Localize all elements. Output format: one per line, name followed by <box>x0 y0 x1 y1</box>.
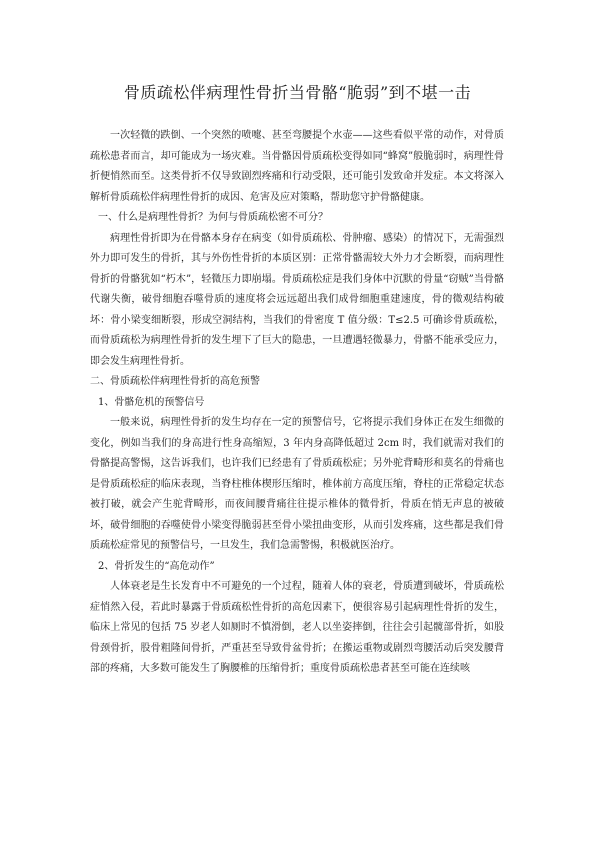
subsection-2-heading: 2、骨折发生的“高危动作” <box>98 560 215 572</box>
section-2-heading: 二、骨质疏松伴病理性骨折的高危预警 <box>90 376 260 387</box>
intro-paragraph: 一次轻微的跌倒、一个突然的喷嚏、甚至弯腰提个水壶——这些看似平常的动作，对骨质疏松患者而言，却可能成为一场灾难。当骨骼因骨质疏松变得如同“蜂窝”般脆弱时，病理性骨折便悄然而至。这类骨折不仅导致剧烈疼痛和行动受限，还可能引发致命并发症。本文将深入解析骨质疏松伴病理性骨折的成因、危害及应对策略，帮助您守护骨骼健康。 <box>90 130 504 203</box>
document-body <box>90 126 504 680</box>
section-1-heading: 一、什么是病理性骨折？为何与骨质疏松密不可分？ <box>98 212 328 223</box>
subsection-2-paragraph: 人体衰老是生长发育中不可避免的一个过程，随着人体的衰老，骨质遭到破坏，骨质疏松症悄然入侵，若此时暴露于骨质疏松性骨折的高危因素下，便很容易引起病理性骨折的发生，临床上常见的包括 75 岁老人如厕时不慎滑倒，老人以坐姿摔倒，往往会引起髋部骨折，如股骨颈骨折，股骨粗隆间骨折，严重甚至导致骨盆骨折；在搬运重物或剧烈弯腰活动后突发腰背部的疼痛，大多数可能发生了胸腰椎的压缩骨折；重度骨质疏松患者甚至可能在连续咳 <box>90 581 504 674</box>
subsection-1-heading: 1、骨骼危机的预警信号 <box>98 396 205 408</box>
document-title: 骨质疏松伴病理性骨折当骨骼“脆弱”到不堪一击 <box>123 83 472 102</box>
subsection-1-paragraph: 一般来说，病理性骨折的发生均存在一定的预警信号，它将提示我们身体正在发生细微的变化，例如当我们的身高进行性身高缩短，3 年内身高降低超过 2cm 时，我们就需对我们的骨骼提高警惕，这告诉我们，也许我们已经患有了骨质疏松症；另外驼背畸形和莫名的骨痛也是骨质疏松症的临床表现，当脊柱椎体楔形压缩时，椎体前方高度压缩，脊柱的正常稳定状态被打破，就会产生驼背畸形，而夜间腰背痛往往提示椎体的微骨折，骨质在悄无声息的被破坏，破骨细胞的吞噬使骨小梁变得脆弱甚至骨小梁扭曲变形，从而引发疼痛，这些都是我们骨质疏松症常见的预警信号，一旦发生，我们急需警惕，积极就医治疗。 <box>90 417 504 551</box>
section-1-paragraph: 病理性骨折即为在骨骼本身存在病变（如骨质疏松、骨肿瘤、感染）的情况下，无需强烈外力即可发生的骨折，其与外伤性骨折的本质区别：正常骨骼需较大外力才会断裂，而病理性骨折的骨骼犹如“朽木”，轻微压力即崩塌。骨质疏松症是我们身体中沉默的骨量“窃贼”当骨骼代谢失衡，破骨细胞吞噬骨质的速度将会远远超出我们成骨细胞重建速度，骨的微观结构破坏：骨小梁变细断裂，形成空洞结构，当我们的骨密度 T 值分级：T≤2.5 可确诊骨质疏松，而骨质疏松为病理性骨折的发生埋下了巨大的隐患，一旦遭遇轻微暴力，骨骼不能承受应力，即会发生病理性骨折。 <box>90 232 504 367</box>
